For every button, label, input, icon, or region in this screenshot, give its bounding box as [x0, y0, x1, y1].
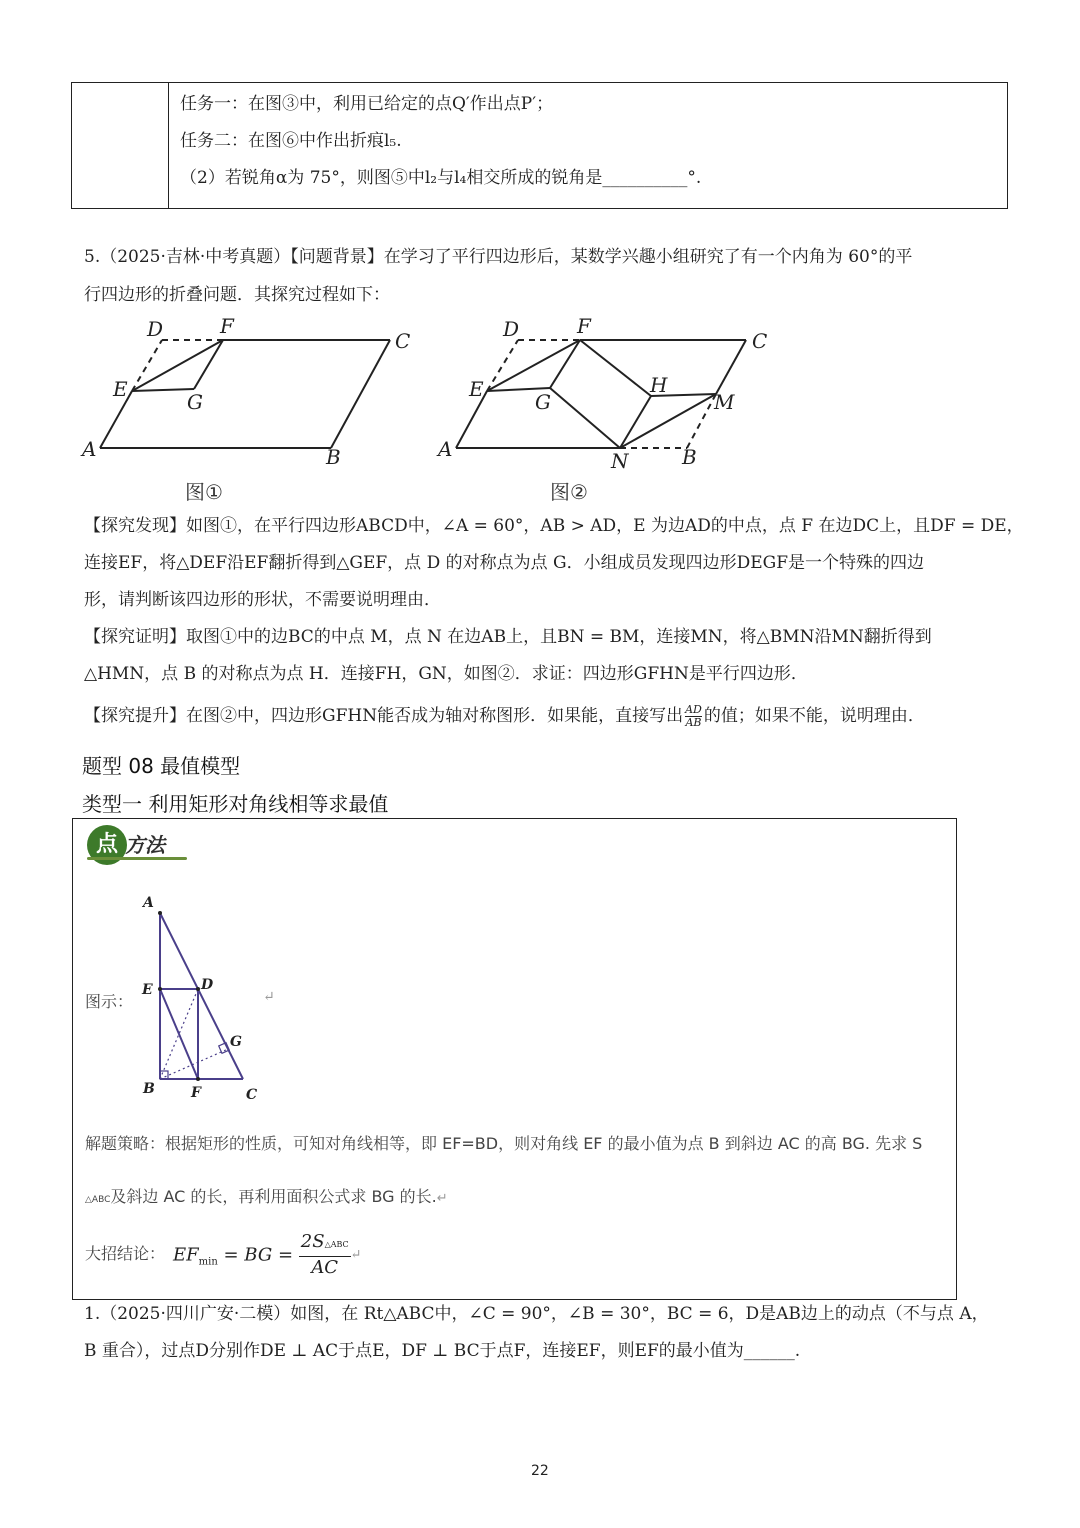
fig2-label-e: E [469, 377, 484, 401]
conclusion-label: 大招结论： [85, 1244, 166, 1263]
strategy-sub: △ABC [85, 1195, 111, 1205]
formula-num-sub: △ABC [324, 1240, 349, 1249]
tri-label-g: G [230, 1034, 242, 1050]
discover-line2: 连接EF，将△DEF沿EF翻折得到△GEF，点 D 的对称点为点 G．小组成员发现四边形DEGF是一个特殊的四边 [84, 553, 925, 573]
discover-line1: 【探究发现】如图①，在平行四边形ABCD中，∠A = 60°，AB > AD，E 为边AD的中点，点 F 在边DC上，且DF = DE， [84, 516, 1024, 536]
improve-text-b: 的值；如果不能，说明理由． [703, 706, 925, 726]
fig1-label-e: E [113, 377, 128, 401]
improve-fraction-num: AD [685, 703, 702, 716]
problem1-line2: B 重合），过点D分别作DE ⊥ AC于点E，DF ⊥ BC于点F，连接EF，则EF的最小值为______. [84, 1341, 801, 1361]
triangle-figure [133, 893, 273, 1103]
fig2-edge-fh [580, 340, 651, 396]
figure-1-caption: 图① [185, 480, 223, 504]
task-two-text: 任务二：在图⑥中作出折痕l₅. [180, 131, 402, 151]
fig2-label-n: N [611, 449, 629, 473]
tri-edge-ef [160, 989, 198, 1079]
table-divider [168, 83, 169, 208]
page-number: 22 [531, 1463, 549, 1479]
discover-line3: 形，请判断该四边形的形状，不需要说明理由． [84, 590, 441, 610]
question-two-text: （2）若锐角α为 75°，则图⑤中l₂与l₄相交所成的锐角是__________°. [180, 168, 702, 188]
section-subtitle: 类型一 利用矩形对角线相等求最值 [82, 792, 389, 816]
tri-right-angle-b [160, 1071, 168, 1079]
tri-label-f: F [191, 1085, 201, 1101]
formula-numerator [299, 1231, 351, 1257]
fig2-label-b: B [682, 445, 697, 469]
figure-2-caption: 图② [550, 480, 588, 504]
improve-text-a: 【探究提升】在图②中，四边形GFHN能否成为轴对称图形．如果能，直接写出 [84, 706, 684, 726]
prove-line1: 【探究证明】取图①中的边BC的中点 M，点 N 在边AB上，且BN = BM，连接MN，将△BMN沿MN翻折得到 [84, 627, 932, 647]
figure-1 [70, 310, 440, 510]
task-table [71, 82, 1008, 209]
fig1-edge-eg [132, 389, 194, 391]
fig2-label-c: C [752, 329, 768, 353]
tri-edge-ac [160, 913, 243, 1079]
fig1-label-d: D [147, 317, 164, 341]
tri-point-d [196, 987, 200, 991]
formula-fraction [299, 1231, 351, 1279]
formula-sub: min [198, 1256, 218, 1268]
figure-2 [430, 310, 790, 510]
strategy-line2 [85, 1184, 448, 1207]
figure-label: 图示： [85, 992, 134, 1011]
tri-point-f [196, 1077, 200, 1081]
badge-dian: 点 [87, 825, 127, 865]
fig1-edge-bc [331, 340, 390, 448]
improve-fraction-den: AB [685, 716, 702, 729]
fig2-label-h: H [650, 373, 668, 397]
fig1-label-b: B [326, 445, 341, 469]
fig2-label-g: G [535, 390, 551, 414]
fig1-edge-ef [132, 340, 223, 391]
fig1-label-g: G [187, 390, 203, 414]
task-one-text: 任务一：在图③中，利用已给定的点Q′作出点P′； [180, 94, 554, 114]
tri-label-d: D [201, 977, 214, 993]
problem1-line1: 1.（2025·四川广安·二模）如图，在 Rt△ABC中，∠C = 90°，∠B = 30°，BC = 6，D是AB边上的动点（不与点 A， [84, 1304, 989, 1324]
formula-denominator: AC [311, 1257, 339, 1278]
badge-fangfa: 方法 [125, 833, 165, 857]
fig1-label-c: C [395, 329, 411, 353]
fig2-edge-cm [716, 340, 746, 394]
prove-line2: △HMN，点 B 的对称点为点 H．连接FH，GN，如图②．求证：四边形GFHN是平行四边形． [84, 664, 808, 684]
improve-line [84, 704, 925, 729]
problem5-line1: 5.（2025·吉林·中考真题）【问题背景】在学习了平行四边形后，某数学兴趣小组研究了有一个内角为 60°的平 [84, 247, 913, 267]
fig2-label-f: F [577, 314, 591, 338]
strategy-line1: 解题策略：根据矩形的性质，可知对角线相等，即 EF=BD，则对角线 EF 的最小值为点 B 到斜边 AC 的高 BG. 先求 S [85, 1134, 923, 1153]
method-box [72, 818, 957, 1300]
tri-point-e [158, 987, 162, 991]
formula-lhs: EF [173, 1244, 199, 1266]
tri-label-b: B [143, 1081, 155, 1097]
fig1-label-a: A [82, 437, 97, 461]
strategy-text: 及斜边 AC 的长，再利用面积公式求 BG 的长. [110, 1187, 437, 1206]
tri-label-c: C [246, 1087, 258, 1103]
return-mark-2: ↵ [436, 1191, 448, 1206]
badge-underline [87, 857, 187, 860]
fig2-label-d: D [503, 317, 520, 341]
problem5-line2: 行四边形的折叠问题．其探究过程如下： [84, 285, 390, 305]
formula-num: 2S [300, 1231, 325, 1252]
tri-dotted-bg [160, 1049, 228, 1079]
conclusion-formula [173, 1231, 362, 1279]
tri-label-e: E [142, 982, 153, 998]
return-mark-1: ↵ [263, 989, 275, 1005]
section-title: 题型 08 最值模型 [82, 754, 241, 778]
tri-point-a [158, 911, 162, 915]
fig2-edge-ef [487, 340, 580, 391]
fig1-label-f: F [220, 314, 234, 338]
fig2-edge-mn [620, 394, 716, 448]
return-mark-3: ↵ [350, 1247, 362, 1263]
fig2-label-a: A [438, 437, 453, 461]
fig2-edge-gn [550, 388, 620, 448]
tri-label-a: A [143, 895, 154, 911]
improve-fraction [685, 704, 702, 729]
fig2-label-m: M [714, 390, 735, 414]
formula-mid: = BG = [217, 1244, 299, 1266]
